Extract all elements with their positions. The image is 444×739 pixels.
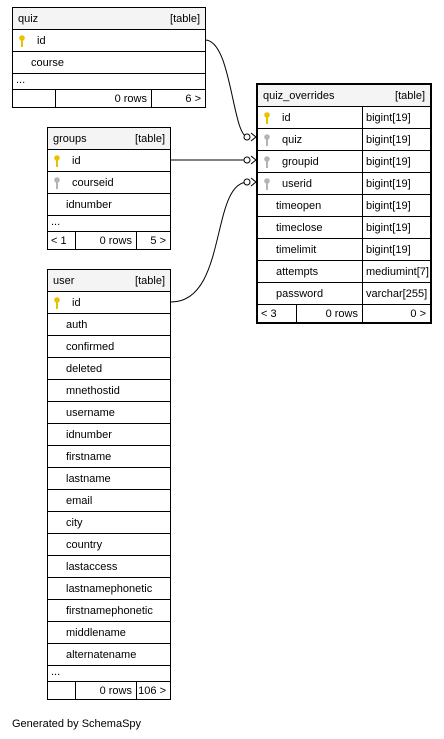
- column-row[interactable]: [48, 402, 170, 424]
- column-name: attempts: [276, 265, 319, 278]
- primary-key-icon: [54, 155, 66, 167]
- column-name: id: [37, 34, 46, 47]
- column-cell: [48, 556, 170, 577]
- column-row[interactable]: [48, 358, 170, 380]
- column-cell: [48, 468, 170, 489]
- column-row[interactable]: [48, 534, 170, 556]
- column-row[interactable]: [48, 172, 170, 194]
- column-name: lastaccess: [66, 560, 118, 573]
- column-cell: [48, 314, 170, 335]
- link-quiz-overrides-user: [171, 182, 248, 302]
- link-end-groupid: [244, 157, 250, 163]
- column-name: middlename: [66, 626, 126, 639]
- column-cell: [258, 195, 362, 216]
- column-name: timeclose: [276, 221, 323, 234]
- column-name: alternatename: [66, 648, 137, 661]
- column-row[interactable]: [48, 446, 170, 468]
- column-type: varchar[255]: [362, 283, 430, 304]
- row-count: 0 rows: [55, 90, 151, 107]
- parent-count: < 1: [51, 234, 67, 247]
- column-name: groupid: [282, 155, 319, 168]
- table-header: [48, 270, 170, 292]
- row-count: 0 rows: [75, 232, 136, 249]
- column-name: firstnamephonetic: [66, 604, 153, 617]
- column-name: course: [31, 56, 65, 69]
- column-cell: [48, 578, 170, 599]
- column-row[interactable]: [48, 622, 170, 644]
- column-type: mediumint[7]: [362, 261, 430, 282]
- column-cell: [48, 194, 170, 215]
- column-row[interactable]: [48, 292, 170, 314]
- column-name: timelimit: [276, 243, 317, 256]
- column-cell: [48, 644, 170, 665]
- column-name: password: [276, 287, 324, 300]
- column-row[interactable]: [48, 600, 170, 622]
- more-columns-indicator: ...: [13, 74, 205, 90]
- table-groups[interactable]: [47, 127, 171, 250]
- column-cell: [258, 173, 362, 194]
- column-name: email: [66, 494, 93, 507]
- column-cell: [48, 172, 170, 193]
- column-cell: [48, 622, 170, 643]
- table-footer: [48, 682, 170, 699]
- column-cell: [258, 283, 362, 304]
- generator-caption: Generated by SchemaSpy: [12, 718, 142, 730]
- table-footer: [258, 305, 430, 322]
- column-name: id: [72, 296, 81, 309]
- column-row[interactable]: [48, 468, 170, 490]
- table-kind: [table]: [170, 12, 200, 25]
- column-row[interactable]: [258, 195, 430, 217]
- column-cell: [258, 239, 362, 260]
- column-name: id: [282, 111, 291, 124]
- column-type: bigint[19]: [362, 129, 430, 150]
- column-name: lastnamephonetic: [66, 582, 153, 595]
- column-name: userid: [282, 177, 312, 190]
- column-name: id: [72, 154, 81, 167]
- column-cell: [13, 52, 205, 73]
- column-row[interactable]: [48, 314, 170, 336]
- column-row[interactable]: [48, 194, 170, 216]
- more-columns-indicator: ...: [48, 666, 170, 682]
- table-name: quiz_overrides: [263, 89, 335, 102]
- column-cell: [48, 292, 170, 313]
- column-name: country: [66, 538, 103, 551]
- column-name: idnumber: [66, 428, 112, 441]
- column-cell: [258, 129, 362, 150]
- column-row[interactable]: [258, 217, 430, 239]
- column-type: bigint[19]: [362, 195, 430, 216]
- column-type: bigint[19]: [362, 107, 430, 128]
- column-name: idnumber: [66, 198, 112, 211]
- column-name: firstname: [66, 450, 112, 463]
- parent-count: [48, 682, 75, 699]
- foreign-key-icon: [264, 156, 276, 168]
- column-name: username: [66, 406, 115, 419]
- column-cell: [48, 358, 170, 379]
- table-kind: [table]: [135, 132, 165, 145]
- column-cell: [258, 151, 362, 172]
- column-cell: [48, 380, 170, 401]
- table-footer: [48, 232, 170, 249]
- column-type: bigint[19]: [362, 151, 430, 172]
- column-cell: [48, 150, 170, 171]
- primary-key-icon: [54, 297, 66, 309]
- foreign-key-icon: [54, 177, 66, 189]
- column-name: courseid: [72, 176, 114, 189]
- child-count: 5 >: [136, 232, 170, 249]
- column-row[interactable]: [48, 336, 170, 358]
- column-type: bigint[19]: [362, 173, 430, 194]
- column-cell: [48, 446, 170, 467]
- primary-key-icon: [264, 112, 276, 124]
- column-cell: [48, 402, 170, 423]
- column-row[interactable]: [258, 129, 430, 151]
- parent-count: < 3: [261, 307, 277, 320]
- more-columns-indicator: ...: [48, 216, 170, 232]
- table-header: [258, 85, 430, 107]
- column-name: city: [66, 516, 83, 529]
- column-row[interactable]: [258, 283, 430, 305]
- column-name: confirmed: [66, 340, 115, 353]
- column-cell: [48, 424, 170, 445]
- column-row[interactable]: [48, 512, 170, 534]
- column-row[interactable]: [48, 644, 170, 666]
- table-name: groups: [53, 132, 87, 145]
- column-cell: [48, 600, 170, 621]
- column-row[interactable]: [48, 380, 170, 402]
- column-cell: [258, 107, 362, 128]
- column-name: quiz: [282, 133, 303, 146]
- table-kind: [table]: [395, 89, 425, 102]
- column-row[interactable]: [48, 556, 170, 578]
- column-cell: [48, 490, 170, 511]
- child-count: 0 >: [362, 305, 430, 322]
- column-name: lastname: [66, 472, 111, 485]
- column-cell: [258, 217, 362, 238]
- column-row[interactable]: [258, 239, 430, 261]
- column-cell: [48, 336, 170, 357]
- column-row[interactable]: [258, 173, 430, 195]
- column-type: bigint[19]: [362, 217, 430, 238]
- table-quiz-overrides[interactable]: [256, 83, 432, 324]
- column-row[interactable]: [258, 261, 430, 283]
- column-cell: [48, 534, 170, 555]
- column-row[interactable]: [258, 151, 430, 173]
- link-end-quiz: [244, 134, 250, 140]
- column-cell: [48, 512, 170, 533]
- child-count: 6 >: [151, 90, 205, 107]
- table-header: [13, 8, 205, 30]
- table-quiz[interactable]: [12, 7, 206, 108]
- primary-key-icon: [19, 35, 31, 47]
- column-name: mnethostid: [66, 384, 120, 397]
- link-quiz-overrides-quiz: [205, 40, 248, 137]
- column-type: bigint[19]: [362, 239, 430, 260]
- table-user[interactable]: [47, 269, 171, 700]
- link-end-userid: [244, 179, 250, 185]
- column-row[interactable]: [48, 424, 170, 446]
- column-row[interactable]: [48, 490, 170, 512]
- table-name: quiz: [18, 12, 39, 25]
- row-count: 0 rows: [296, 305, 362, 322]
- column-row[interactable]: [48, 150, 170, 172]
- column-row[interactable]: [258, 107, 430, 129]
- row-count: 0 rows: [75, 682, 136, 699]
- table-header: [48, 128, 170, 150]
- column-row[interactable]: [48, 578, 170, 600]
- column-name: auth: [66, 318, 88, 331]
- column-row[interactable]: [13, 52, 205, 74]
- column-row[interactable]: [13, 30, 205, 52]
- column-name: timeopen: [276, 199, 322, 212]
- column-name: deleted: [66, 362, 103, 375]
- column-cell: [258, 261, 362, 282]
- table-name: user: [53, 274, 75, 287]
- table-footer: [13, 90, 205, 107]
- table-kind: [table]: [135, 274, 165, 287]
- foreign-key-icon: [264, 178, 276, 190]
- child-count: 106 >: [136, 682, 170, 699]
- column-cell: [13, 30, 205, 51]
- foreign-key-icon: [264, 134, 276, 146]
- parent-count: [13, 90, 55, 107]
